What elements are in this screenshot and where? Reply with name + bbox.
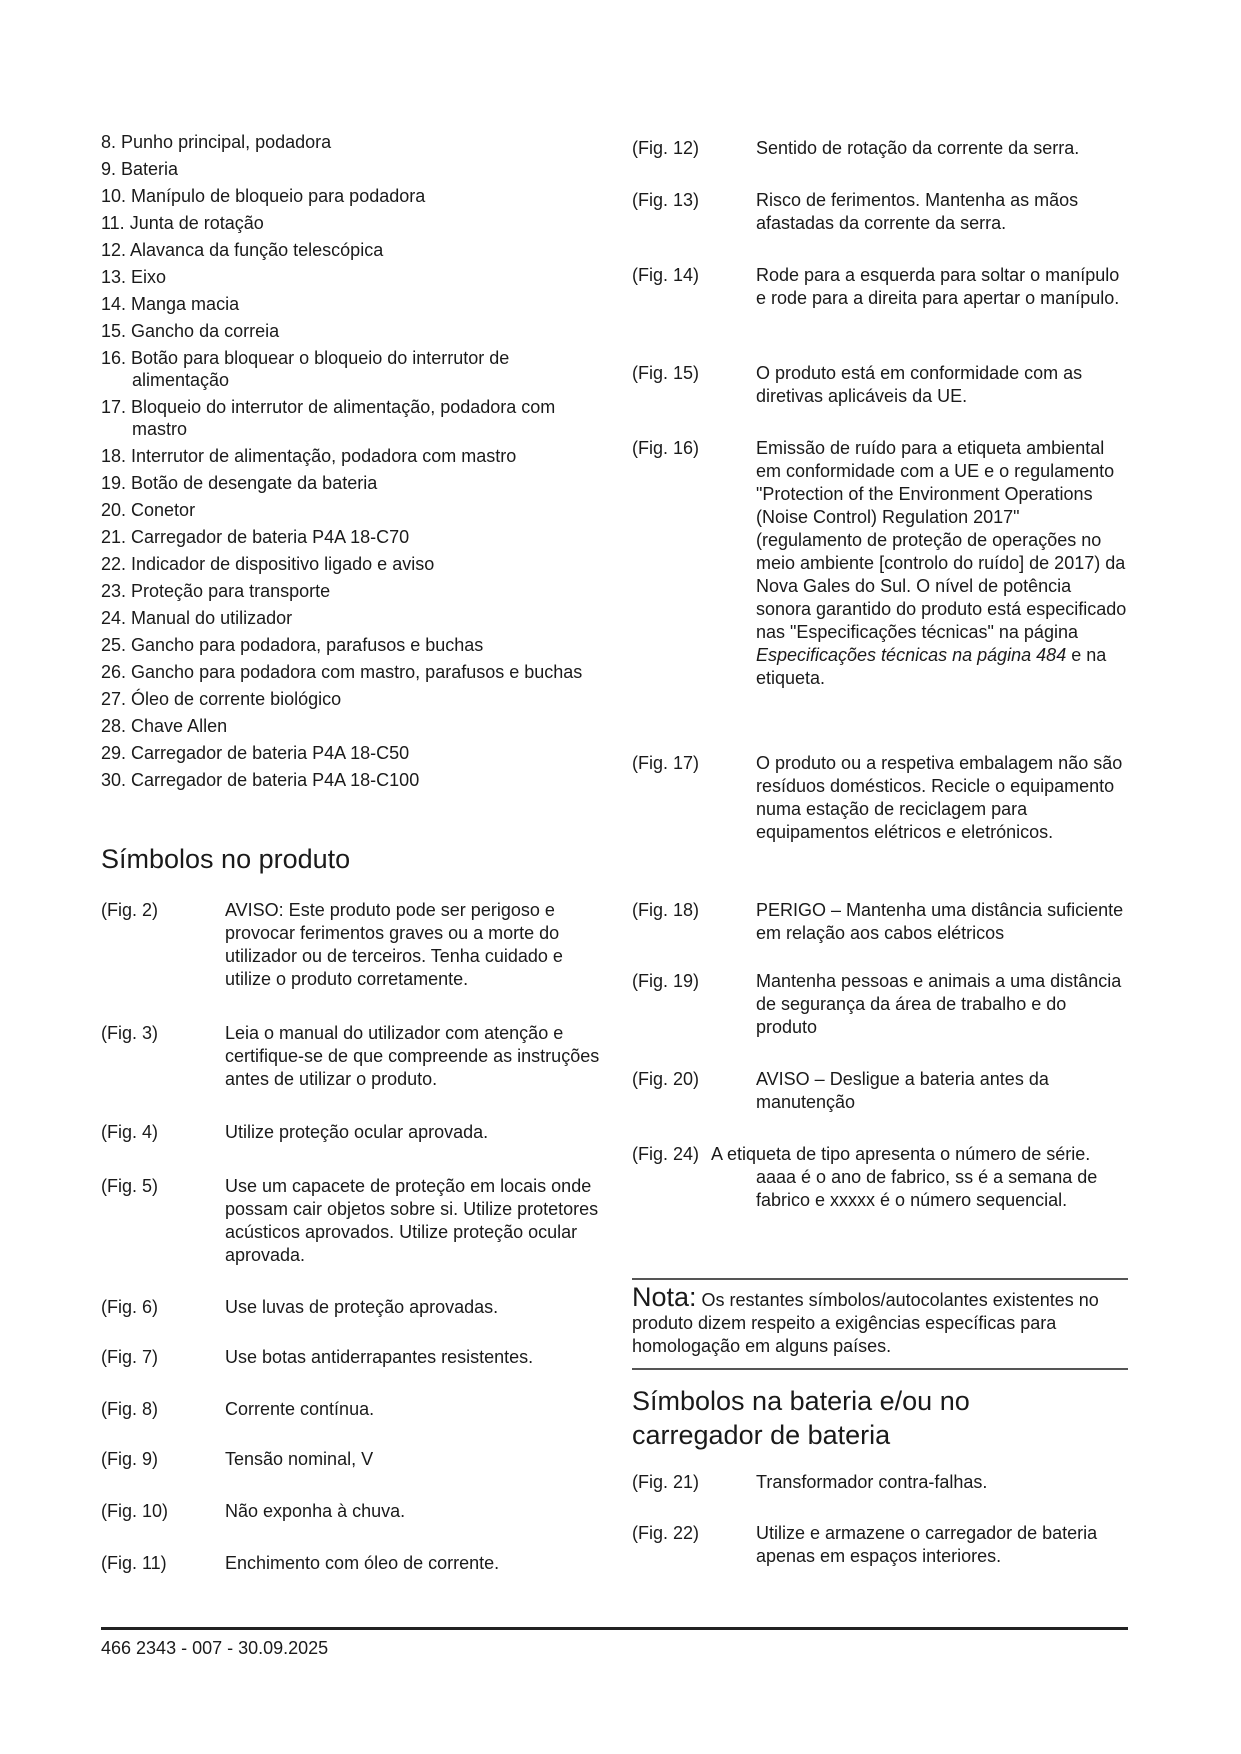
symbol-entry (632, 1471, 1128, 1494)
fig-ref: (Fig. 6) (101, 1297, 159, 1317)
list-item: 28. Chave Allen (101, 716, 228, 736)
spec-page-link[interactable]: Especificações técnicas na página 484 (756, 645, 1067, 665)
symbol-entry (101, 899, 601, 991)
fig-ref: (Fig. 21) (632, 1472, 700, 1492)
symbol-entry (632, 899, 1128, 945)
note-label: Nota: (632, 1282, 697, 1312)
note-box (632, 1278, 1128, 1370)
symbol-description: Leia o manual do utilizador com atenção e certifique-se de que compreende as instruções antes de utilizar o produto. (225, 1023, 600, 1089)
fig-ref: (Fig. 16) (632, 438, 700, 458)
list-item: 27. Óleo de corrente biológico (101, 689, 342, 709)
noise-text-end: e na etiqueta. (756, 645, 1107, 688)
symbol-description: O produto ou a respetiva embalagem não são resíduos domésticos. Recicle o equipamento numa estação de reciclagem para equipamentos elétricos e eletrónicos. (756, 753, 1123, 842)
symbol-entry (101, 1296, 601, 1319)
list-item: 11. Junta de rotação (101, 213, 264, 233)
noise-text: Emissão de ruído para a etiqueta ambiental em conformidade com a UE e o regulamento "Protection of the Environment Operations (Noise Control) Regulation 2017" (regulamento de proteção de operações no meio ambiente [controlo do ruído] de 2017) da Nova Gales do Sul. O nível de potência sonora garantido do produto está especificado nas "Especificações técnicas" na página (756, 438, 1127, 642)
symbol-description: Utilize e armazene o carregador de bateria apenas em espaços interiores. (756, 1523, 1098, 1566)
list-item: 25. Gancho para podadora, parafusos e buchas (101, 635, 484, 655)
symbol-entry (632, 189, 1128, 235)
symbol-entry (632, 362, 1128, 408)
list-item: 14. Manga macia (101, 294, 240, 314)
list-item: 13. Eixo (101, 267, 167, 287)
list-item: 21. Carregador de bateria P4A 18-C70 (101, 527, 410, 547)
symbol-description: Risco de ferimentos. Mantenha as mãos afastadas da corrente da serra. (756, 190, 1079, 233)
symbol-description: Use um capacete de proteção em locais onde possam cair objetos sobre si. Utilize protetores acústicos aprovados. Utilize proteção ocular aprovada. (225, 1176, 599, 1265)
fig-ref: (Fig. 14) (632, 265, 700, 285)
list-item: 17. Bloqueio do interrutor de alimentação, podadora com mastro (101, 397, 556, 439)
note-text: Os restantes símbolos/autocolantes existentes no produto dizem respeito a exigências específicas para homologação em alguns países. (632, 1290, 1099, 1356)
fig-ref: (Fig. 4) (101, 1122, 159, 1142)
fig-ref: (Fig. 12) (632, 138, 700, 158)
fig-ref: (Fig. 11) (101, 1553, 167, 1573)
symbol-description: AVISO: Este produto pode ser perigoso e provocar ferimentos graves ou a morte do utilizador ou de terceiros. Tenha cuidado e utilize o produto corretamente. (225, 900, 563, 989)
list-item: 24. Manual do utilizador (101, 608, 293, 628)
symbol-entry (101, 1121, 601, 1144)
fig-ref: (Fig. 2) (101, 900, 159, 920)
symbol-entry (632, 437, 1128, 690)
symbol-description: Corrente contínua. (225, 1399, 375, 1419)
fig-ref: (Fig. 24) (632, 1144, 700, 1164)
list-item: 12. Alavanca da função telescópica (101, 240, 384, 260)
list-item: 10. Manípulo de bloqueio para podadora (101, 186, 426, 206)
symbol-entry (632, 1522, 1128, 1568)
fig-ref: (Fig. 3) (101, 1023, 159, 1043)
list-item: 29. Carregador de bateria P4A 18-C50 (101, 743, 410, 763)
list-item: 16. Botão para bloquear o bloqueio do interrutor de alimentação (101, 348, 510, 390)
symbol-entry (101, 1346, 601, 1369)
footer-divider (101, 1627, 1128, 1630)
list-item: 15. Gancho da correia (101, 321, 280, 341)
parts-list (101, 131, 601, 796)
symbol-description: Transformador contra-falhas. (756, 1472, 988, 1492)
symbol-entry (632, 970, 1128, 1039)
symbol-description: PERIGO – Mantenha uma distância suficiente em relação aos cabos elétricos (756, 900, 1124, 943)
symbol-entry (101, 1175, 601, 1267)
symbol-entry (101, 1398, 601, 1421)
symbol-description (756, 437, 1128, 690)
symbol-description: Utilize proteção ocular aprovada. (225, 1122, 489, 1142)
symbol-entry (632, 137, 1128, 160)
symbol-description: Sentido de rotação da corrente da serra. (756, 138, 1080, 158)
list-item: 20. Conetor (101, 500, 196, 520)
fig-ref: (Fig. 10) (101, 1501, 169, 1521)
list-item: 9. Bateria (101, 159, 179, 179)
product-symbols-heading: Símbolos no produto (101, 844, 351, 874)
list-item: 26. Gancho para podadora com mastro, parafusos e buchas (101, 662, 583, 682)
fig-ref: (Fig. 20) (632, 1069, 700, 1089)
symbol-entry (101, 1448, 601, 1471)
symbol-description: A etiqueta de tipo apresenta o número de série. aaaa é o ano de fabrico, ss é a semana de fabrico e xxxxx é o número sequencial. (711, 1144, 1098, 1210)
type-label-entry (632, 1143, 1128, 1212)
symbol-description: Enchimento com óleo de corrente. (225, 1553, 500, 1573)
list-item: 22. Indicador de dispositivo ligado e aviso (101, 554, 435, 574)
fig-ref: (Fig. 8) (101, 1399, 159, 1419)
fig-ref: (Fig. 13) (632, 190, 700, 210)
symbol-description: Rode para a esquerda para soltar o manípulo e rode para a direita para apertar o manípulo. (756, 265, 1120, 308)
symbol-entry (101, 1552, 601, 1575)
footer-document-id: 466 2343 - 007 - 30.09.2025 (101, 1638, 329, 1658)
symbol-entry (632, 264, 1128, 310)
symbol-description: AVISO – Desligue a bateria antes da manutenção (756, 1069, 1049, 1112)
list-item: 23. Proteção para transporte (101, 581, 331, 601)
fig-ref: (Fig. 18) (632, 900, 700, 920)
fig-ref: (Fig. 7) (101, 1347, 159, 1367)
symbol-entry (632, 1068, 1128, 1114)
battery-symbols-heading: Símbolos na bateria e/ou no carregador de bateria (632, 1386, 970, 1450)
fig-ref: (Fig. 5) (101, 1176, 159, 1196)
symbol-description: O produto está em conformidade com as diretivas aplicáveis da UE. (756, 363, 1083, 406)
symbol-entry (101, 1500, 601, 1523)
fig-ref: (Fig. 19) (632, 971, 700, 991)
list-item: 19. Botão de desengate da bateria (101, 473, 378, 493)
fig-ref: (Fig. 15) (632, 363, 700, 383)
list-item: 18. Interrutor de alimentação, podadora com mastro (101, 446, 517, 466)
symbol-description: Mantenha pessoas e animais a uma distância de segurança da área de trabalho e do produto (756, 971, 1122, 1037)
symbol-description: Tensão nominal, V (225, 1449, 374, 1469)
symbol-description: Não exponha à chuva. (225, 1501, 406, 1521)
fig-ref: (Fig. 22) (632, 1523, 700, 1543)
list-item: 8. Punho principal, podadora (101, 132, 332, 152)
symbol-description: Use luvas de proteção aprovadas. (225, 1297, 499, 1317)
symbol-entry (632, 752, 1128, 844)
symbol-description: Use botas antiderrapantes resistentes. (225, 1347, 534, 1367)
list-item: 30. Carregador de bateria P4A 18-C100 (101, 770, 420, 790)
fig-ref: (Fig. 9) (101, 1449, 159, 1469)
symbol-entry (101, 1022, 601, 1091)
fig-ref: (Fig. 17) (632, 753, 700, 773)
